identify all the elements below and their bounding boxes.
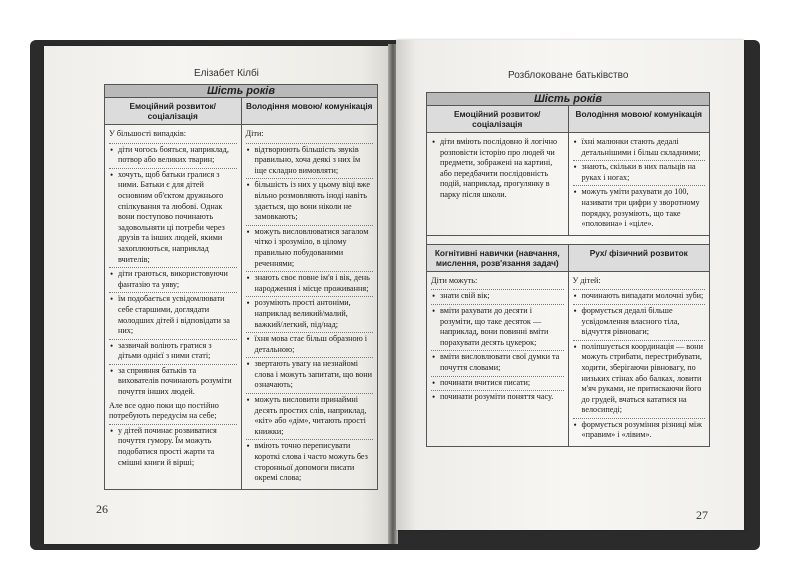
list-item: • знають своє повне ім'я і вік, день народження і місце проживання; <box>246 271 374 296</box>
list-continuation: Але все одно поки що постійно потребують передусім на себе; <box>109 400 219 421</box>
list-item: • у дітей починає розвиватися почуття гумору. Їм можуть подобатися прості жарти та смішні книги й вірші; <box>109 424 237 470</box>
column-lead: Діти: <box>245 129 264 138</box>
running-head-author: Елізабет Кілбі <box>194 68 259 79</box>
table-body-top <box>427 133 709 236</box>
list-item: • вміти рахувати до десяти і розуміти, що таке десяток — наприклад, вони повинні вміти порахувати десять цукерок; <box>431 304 564 350</box>
running-head-title: Розблоковане батьківство <box>508 70 629 81</box>
list-item: • починають випадати молочні зуби; <box>573 289 706 304</box>
table-band-title: Шість років <box>105 85 377 98</box>
column-cognitive <box>427 272 568 446</box>
column-lead: У дітей: <box>572 275 601 285</box>
list-item: • зазвичай воліють гратися з дітьми однієї з ними статі; <box>109 339 237 364</box>
column-header-emotional: Емоційний розвиток/ соціалізація <box>454 109 541 129</box>
column-language <box>241 125 378 489</box>
list-item: • за сприяння батьків та вихователів починають розуміти почуття інших людей. <box>109 364 237 400</box>
list-item: • можуть висловлюватися загалом чітко і зрозуміло, в цілому правильно побудованими реченнями; <box>246 225 374 271</box>
list-item: • можуть уміти рахувати до 100, називати три цифри у зворотному порядку, розуміють, що таке «половина» і «ціле». <box>573 185 706 231</box>
list-item: • вміють точно переписувати короткі слова і часто можуть без сторонньої допомоги писати окремі слова; <box>246 439 374 485</box>
list-item: • формується дедалі більше усвідомлення власного тіла, відчуття рівноваги; <box>573 304 706 340</box>
table-body <box>105 125 377 489</box>
table-column-headers <box>427 106 709 133</box>
column-header-physical: Рух/ фізичний розвиток <box>568 245 710 271</box>
list-item: • їхні малюнки стають дедалі детальнішими і більш складними; <box>573 136 706 160</box>
list-item: • діти граються, використовуючи фантазію та уяву; <box>109 267 237 292</box>
list-item: • відтворюють більшість звуків правильно, хоча деякі з них їм іще складно вимовляти; <box>246 143 374 179</box>
column-emotional <box>427 133 568 235</box>
table-column-headers-lower <box>427 244 709 272</box>
column-header-language: Володіння мовою/ комунікація <box>241 98 378 124</box>
list-item: • починати розуміти поняття часу. <box>431 390 564 405</box>
list-item: • можуть висловити принаймні десять простих слів, наприклад, «кіт» або «дім», читають прості книжки; <box>246 393 374 439</box>
column-header-emotional: Емоційний розвиток/ соціалізація <box>129 101 216 121</box>
list-item: • хочуть, щоб батьки гралися з ними. Батьки є для дітей основним об'єктом дружнього спілкування та любові. Однак вони поступово починають задовольняти ці потреби через друзів та інших людей, якими захоплюються, наприклад вчителів; <box>109 168 237 267</box>
table-column-headers <box>105 98 377 125</box>
list-item: • знати свій вік; <box>431 289 564 304</box>
right-page <box>396 40 744 530</box>
column-physical <box>568 272 710 446</box>
column-lead: Діти можуть: <box>431 275 478 285</box>
list-item: • знають, скільки в них пальців на руках і ногах; <box>573 160 706 185</box>
list-item: • розуміють прості антоніми, наприклад великий/малий, важкий/легкий, під/над; <box>246 296 374 332</box>
column-header-cognitive: Когнітивні навички (навчання, мислення, розв'язання задач) <box>434 247 560 268</box>
list-item: • починати вчитися писати; <box>431 376 564 391</box>
list-item: • звертають увагу на незнайомі слова і можуть запитати, що вони означають; <box>246 357 374 393</box>
list-item: • вміти висловлювати свої думки та почуття словами; <box>431 350 564 375</box>
list-item: • формується розуміння різниці між «правим» і «лівим». <box>573 418 706 443</box>
list-item: • їхня мова стає більш образною і детальною; <box>246 332 374 357</box>
left-page <box>44 46 390 544</box>
column-emotional <box>105 125 241 489</box>
list-item: • поліпшується координація — вони можуть стрибати, перестрибувати, ходити, зберігаючи рівновагу, по низьких стінах або балках, ловити м'яч руками, не притискаючи його до грудей, вчаться кататися на велосипеді; <box>573 340 706 418</box>
list-item: • діти чогось бояться, наприклад, потвор або великих тварин; <box>109 143 237 168</box>
development-table-left <box>104 84 378 490</box>
development-table-right <box>426 92 710 447</box>
list-item: • їм подобається усвідомлювати себе старшими, доглядати молодших дітей і відповідати за них; <box>109 292 237 338</box>
list-item: • більшість із них у цьому віці вже вільно розмовляють іноді навіть здається, що вони ніколи не замовкають; <box>246 178 374 224</box>
column-header-language: Володіння мовою/ комунікація <box>568 106 710 132</box>
page-number-left: 26 <box>96 502 108 516</box>
list-item: • діти вміють послідовно й логічно розповісти історію про людей чи предмети, зображені на картині, або передбачити послідовність подій, наприклад, прогулянку в парку після школи. <box>431 136 564 203</box>
table-body-bottom <box>427 272 709 446</box>
column-language <box>568 133 710 235</box>
column-lead: У більшості випадків: <box>109 129 187 138</box>
page-number-right: 27 <box>696 508 708 522</box>
table-band-title: Шість років <box>427 93 709 106</box>
